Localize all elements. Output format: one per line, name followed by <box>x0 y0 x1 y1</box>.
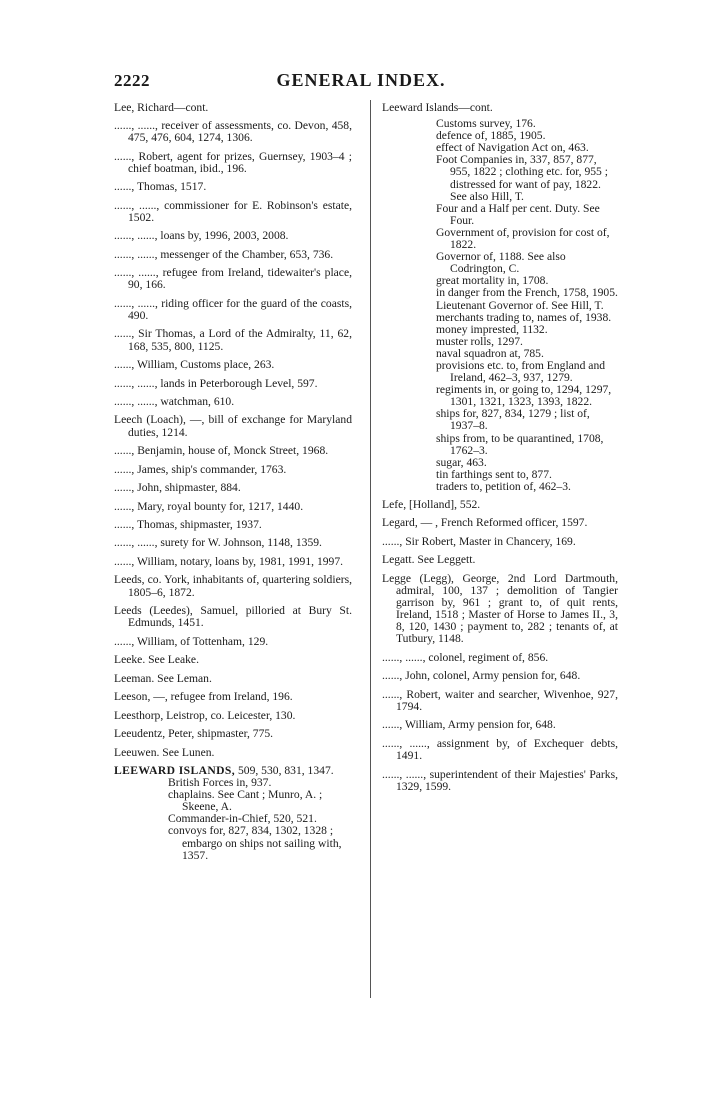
index-subentry: defence of, 1885, 1905. <box>436 129 546 143</box>
index-entry: ......, ......, messenger of the Chamber, 653, 736. <box>114 247 334 261</box>
continued-heading: Leeward Islands—cont. <box>382 101 493 114</box>
index-entry: Legatt. See Leggett. <box>382 553 476 567</box>
index-entry: Leech (Loach), —, bill of exchange for Maryland duties, 1214. <box>114 413 352 439</box>
index-entry: ......, ......, receiver of assessments, co. Devon, 458, 475, 476, 604, 1274, 1306. <box>114 119 352 145</box>
right-column <box>382 102 618 799</box>
index-entry: ......, Thomas, shipmaster, 1937. <box>114 517 262 531</box>
index-entry: ......, ......, loans by, 1996, 2003, 2008. <box>114 229 289 243</box>
index-entry: ......, William, notary, loans by, 1981, 1991, 1997. <box>114 554 344 568</box>
index-subentry: Lieutenant Governor of. See Hill, T. <box>436 298 604 312</box>
index-entry: ......, Mary, royal bounty for, 1217, 1440. <box>114 499 304 513</box>
entry-heading-caps: LEEWARD ISLANDS, <box>114 763 236 777</box>
index-subentry: provisions etc. to, from England and Ireland, 462–3, 937, 1279. <box>436 358 606 385</box>
index-subentry: tin farthings sent to, 877. <box>436 467 552 481</box>
index-subentry: Government of, provision for cost of, 1822. <box>436 225 610 252</box>
index-entry: ......, ......, colonel, regiment of, 856. <box>382 650 549 664</box>
index-subentry: effect of Navigation Act on, 463. <box>436 141 589 155</box>
index-entry: ......, ......, refugee from Ireland, tidewaiter's place, 90, 166. <box>114 266 352 292</box>
index-subentry: ships from, to be quarantined, 1708, 1762–3. <box>436 431 604 457</box>
index-subentry: regiments in, or going to, 1294, 1297, 1301, 1321, 1323, 1393, 1822. <box>436 383 612 409</box>
index-entry: ......, James, ship's commander, 1763. <box>114 462 287 476</box>
page-number: 2222 <box>114 71 150 90</box>
index-subentry: Customs survey, 176. <box>436 117 536 131</box>
index-entry: Leesthorp, Leistrop, co. Leicester, 130. <box>114 708 296 722</box>
index-subentry: Foot Companies in, 337, 857, 877, 955, 1822 ; clothing etc. for, 955 ; distressed for want of pay, 1822. See also Hill, T. <box>436 153 608 203</box>
index-entry: ......, Thomas, 1517. <box>114 180 207 194</box>
index-subentry: Commander-in-Chief, 520, 521. <box>168 812 317 826</box>
index-subentry: money imprested, 1132. <box>436 322 548 336</box>
index-entry: ......, ......, lands in Peterborough Level, 597. <box>114 376 318 390</box>
index-subentry: Governor of, 1188. See also Codrington, C. <box>436 250 566 276</box>
index-subentry: merchants trading to, names of, 1938. <box>436 310 612 324</box>
index-subentry: great mortality in, 1708. <box>436 274 549 288</box>
index-entry: Leeson, —, refugee from Ireland, 196. <box>114 690 293 704</box>
index-entry: ......, Robert, waiter and searcher, Wivenhoe, 927, 1794. <box>382 687 618 713</box>
index-entry: Leeds, co. York, inhabitants of, quartering soldiers, 1805–6, 1872. <box>114 573 352 599</box>
index-entry: ......, ......, commissioner for E. Robinson's estate, 1502. <box>114 198 352 224</box>
entry-refs: 509, 530, 831, 1347. <box>235 763 334 777</box>
index-entry: Legard, — , French Reformed officer, 1597. <box>382 516 588 530</box>
index-entry: Lefe, [Holland], 552. <box>382 498 481 511</box>
index-entry: ......, William, Army pension for, 648. <box>382 718 556 732</box>
index-subentry: traders to, petition of, 462–3. <box>436 479 571 493</box>
index-entry: ......, Benjamin, house of, Monck Street, 1968. <box>114 444 329 458</box>
index-entry: ......, Robert, agent for prizes, Guernsey, 1903–4 ; chief boatman, ibid., 196. <box>114 149 352 175</box>
index-subentry: British Forces in, 937. <box>168 776 272 790</box>
index-entry: ......, John, colonel, Army pension for, 648. <box>382 669 581 683</box>
left-column <box>114 102 352 862</box>
index-entry: ......, John, shipmaster, 884. <box>114 481 241 495</box>
index-subentry: muster rolls, 1297. <box>436 334 523 348</box>
index-entry: ......, ......, superintendent of their Majesties' Parks, 1329, 1599. <box>382 767 618 793</box>
index-entry: Legge (Legg), George, 2nd Lord Dartmouth, admiral, 100, 137 ; demolition of Tangier garrison by, 961 ; grant to, of quit rents, Ireland, 1518 ; Master of Horse to James II., 3, 8, 120, 1430 ; payment to, 282 ; tenants of, at Tutbury, 1148. <box>382 571 618 646</box>
running-head-title: GENERAL INDEX. <box>276 70 446 90</box>
continued-heading: Lee, Richard—cont. <box>114 101 209 114</box>
index-subentry: naval squadron at, 785. <box>436 346 544 360</box>
index-entry: Leeudentz, Peter, shipmaster, 775. <box>114 727 274 741</box>
index-subentry: sugar, 463. <box>436 455 487 469</box>
index-entry: Leeke. See Leake. <box>114 653 199 667</box>
index-entry: ......, Sir Robert, Master in Chancery, 169. <box>382 534 576 548</box>
index-entry: ......, ......, riding officer for the guard of the coasts, 490. <box>114 296 352 322</box>
index-entry: ......, ......, watchman, 610. <box>114 394 235 408</box>
index-entry: ......, William, of Tottenham, 129. <box>114 634 269 648</box>
index-subentry: chaplains. See Cant ; Munro, A. ; Skeene, A. <box>168 788 323 814</box>
index-entry: ......, ......, surety for W. Johnson, 1148, 1359. <box>114 536 322 550</box>
index-subentry: in danger from the French, 1758, 1905. <box>436 286 618 300</box>
index-entry: Leeds (Leedes), Samuel, pilloried at Bury St. Edmunds, 1451. <box>114 604 352 630</box>
index-subentry: convoys for, 827, 834, 1302, 1328 ; embargo on ships not sailing with, 1357. <box>168 824 342 862</box>
index-entry: Leeuwen. See Lunen. <box>114 745 215 759</box>
index-entry: ......, William, Customs place, 263. <box>114 358 275 372</box>
column-divider <box>370 100 371 998</box>
index-entry: Leeman. See Leman. <box>114 671 212 685</box>
index-entry: ......, ......, assignment by, of Exchequer debts, 1491. <box>382 736 618 763</box>
index-entry: ......, Sir Thomas, a Lord of the Admiralty, 11, 62, 168, 535, 800, 1125. <box>114 327 352 353</box>
index-subentry: Four and a Half per cent. Duty. See Four. <box>436 201 600 227</box>
index-subentry: ships for, 827, 834, 1279 ; list of, 1937–8. <box>436 407 590 433</box>
